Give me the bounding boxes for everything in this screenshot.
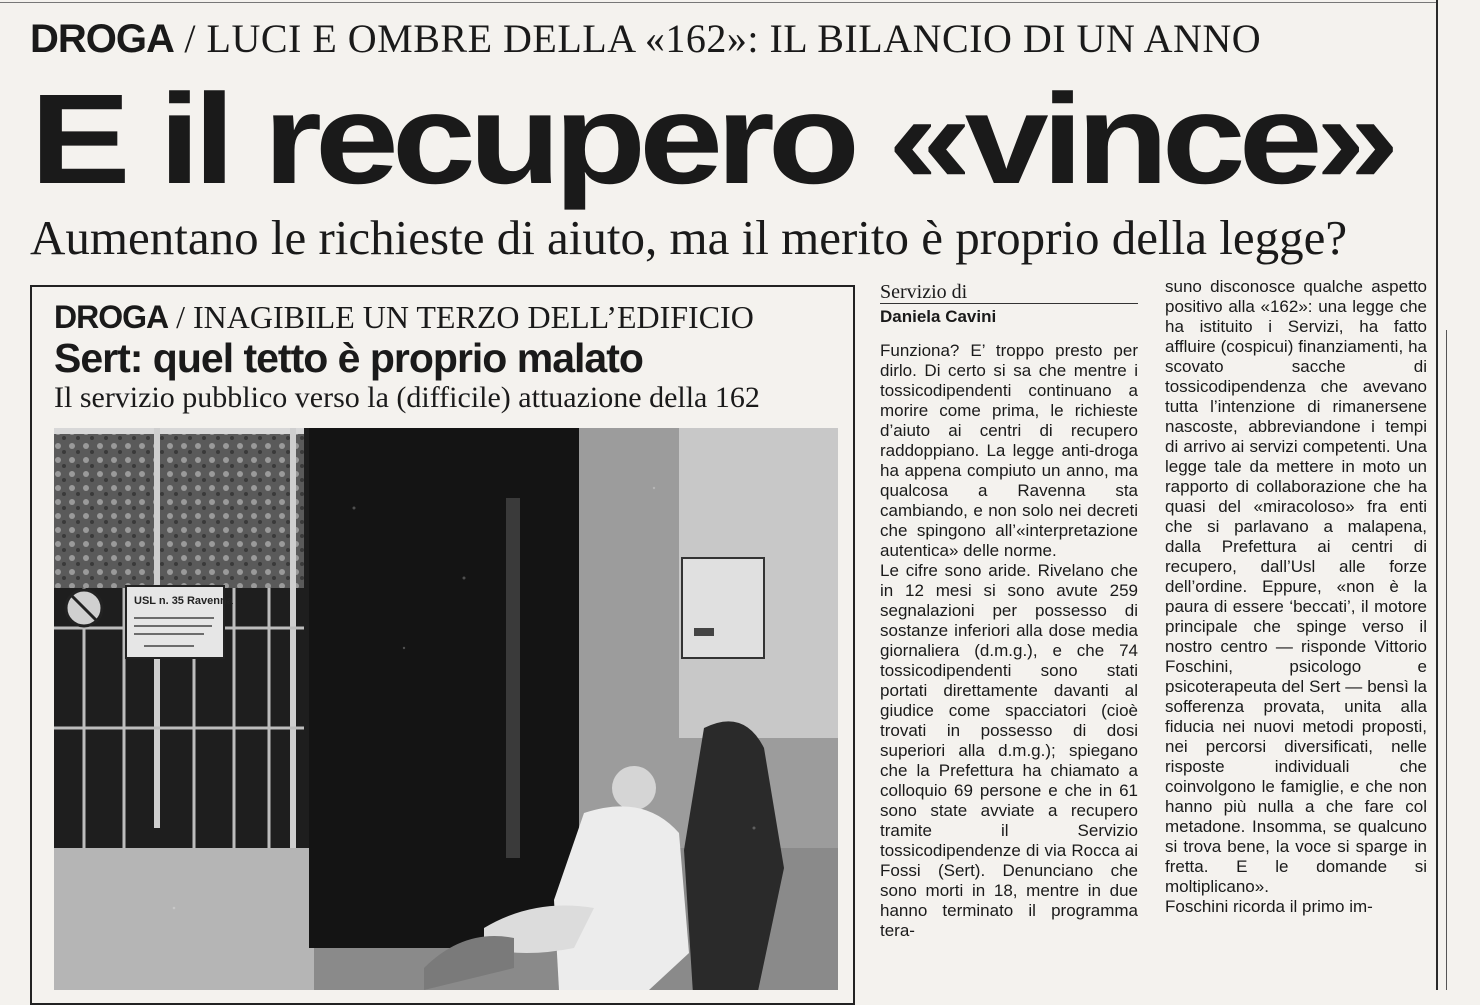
sidebar-kicker [54, 298, 754, 336]
sidebar-title: Sert: quel tetto è proprio malato [54, 335, 643, 381]
sidebar-kicker-text: / INAGIBILE UN TERZO DELL’EDIFICIO [168, 299, 754, 335]
body-column-1: Funziona? E’ troppo presto per dirlo. Di certo si sa che mentre i tossicodipendenti continuano a morire come prima, le richieste d’aiuto ai centri di recupero raddoppiano. La legge anti-droga ha appena compiuto un anno, ma qualcosa a Ravenna sta cambiando, e non solo nei decreti che spingono all’«interpretazione autentica» delle norme. Le cifre sono aride. Rivelano che in 12 mesi si sono avute 259 segnalazioni per possesso di sostanze inferiori alla dose media giornaliera (d.m.g.), e che 74 tossicodipendenti sono stati portati direttamente davanti al giudice come spacciatori (cioè trovati in possesso di dosi superiori alla d.m.g.); spiegano che la Prefettura ha chiamato a colloquio 69 persone e che in 61 sono state avviate a recupero tramite il Servizio tossicodipendenze di via Rocca ai Fossi (Sert). Denunciano che sono morti in 18, mentre in due hanno terminato il programma tera- [880, 341, 1138, 940]
byline-rule [880, 303, 1138, 304]
column-rule [1436, 0, 1438, 990]
person-head [612, 766, 656, 810]
column-rule-inner [1446, 330, 1447, 990]
kicker-text: / LUCI E OMBRE DELLA «162»: IL BILANCIO DI UN ANNO [173, 16, 1262, 61]
sidebar-kicker-tag: DROGA [54, 299, 169, 335]
news-photo [54, 428, 838, 990]
kicker-tag: DROGA [30, 17, 174, 61]
byline-author: Daniela Cavini [880, 307, 997, 326]
subheadline: Aumentano le richieste di aiuto, ma il merito è proprio della legge? [30, 210, 1348, 265]
photo-graphic [54, 428, 838, 990]
byline-prefix: Servizio di [880, 281, 968, 303]
headline: E il recupero «vince» [30, 68, 1393, 211]
sidebar-subtitle: Il servizio pubblico verso la (difficile) attuazione della 162 [54, 381, 760, 414]
top-border [0, 2, 1436, 3]
article-kicker [30, 16, 1261, 62]
body-column-2: suno disconosce qualche aspetto positivo alla «162»: una legge che ha istituito i Servizi, ha fatto affluire (cospicui) finanziamenti, ha scovato sacche di tossicodipendenza che avevano tutta l’intenzione di rimanersene nascoste, abbreviandone i tempi di arrivo ai servizi competenti. Una legge tale da mettere in moto un rapporto di collaborazione che ha quasi del «miracoloso» fra enti che si parlavano a malapena, dalla Prefettura ai centri di recupero, dall’Usl alle forze dell’ordine. Eppure, «non è la paura di essere ‘beccati’, il motore principale che spinge verso il nostro centro — risponde Vittorio Foschini, psicologo e psicoterapeuta del Sert — bensì la sofferenza provata, unita alla fiducia nei nuovi metodi proposti, nei percorsi diversificati, nelle risposte individuali che coinvolgono le famiglie, e che non hanno più nulla a che fare col metadone. Insomma, se qualcuno si trova bene, la voce si sparge in fretta. E le domande si moltiplicano». Foschini ricorda il primo im- [1165, 277, 1427, 916]
usl-sign-text: USL n. 35 Ravenna [134, 595, 233, 607]
fence-mesh [54, 428, 304, 588]
